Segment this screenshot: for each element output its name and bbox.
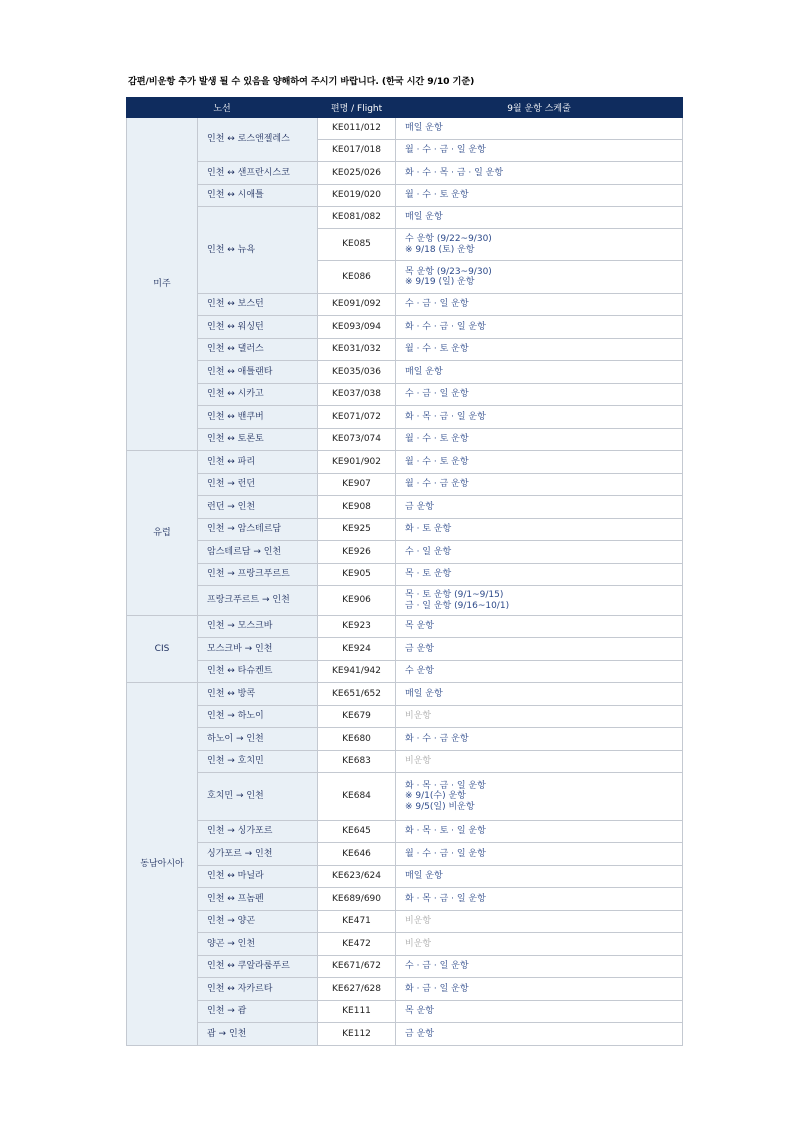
schedule-line: 매일 운항 [405, 688, 443, 699]
route-cell: 인천 ↔ 보스턴 [198, 294, 318, 316]
schedule-cell [396, 933, 683, 956]
flight-number-cell: KE471 [318, 911, 396, 933]
table-row [127, 519, 683, 541]
table-row [127, 821, 683, 843]
table-row [127, 616, 683, 638]
schedule-cell [396, 564, 683, 586]
flight-number-cell: KE901/902 [318, 451, 396, 474]
flight-number-cell: KE646 [318, 843, 396, 866]
schedule-line: 매일 운항 [405, 212, 443, 223]
table-row [127, 162, 683, 185]
route-cell: 인천 ↔ 자카르타 [198, 978, 318, 1001]
schedule-line: 월 · 수 · 금 · 일 운항 [405, 145, 486, 156]
route-cell: 인천 ↔ 마닐라 [198, 866, 318, 888]
header-flight: 편명 / Flight [318, 98, 396, 118]
route-cell: 인천 ↔ 샌프란시스코 [198, 162, 318, 185]
route-cell: 인천 ↔ 토론토 [198, 429, 318, 451]
table-row [127, 496, 683, 519]
route-cell: 프랑크푸르트 → 인천 [198, 586, 318, 616]
schedule-line: 목 운항 [405, 1006, 434, 1017]
schedule-line: 화 · 수 · 목 · 금 · 일 운항 [405, 167, 504, 178]
route-cell: 런던 → 인천 [198, 496, 318, 519]
schedule-line: 월 · 수 · 금 운항 [405, 479, 469, 490]
schedule-cell [396, 162, 683, 185]
flight-number-cell: KE071/072 [318, 406, 396, 429]
route-cell: 인천 ↔ 프놈펜 [198, 888, 318, 911]
flight-number-cell: KE111 [318, 1001, 396, 1023]
flight-number-cell: KE085 [318, 229, 396, 261]
route-cell: 인천 ↔ 파리 [198, 451, 318, 474]
schedule-cell [396, 706, 683, 728]
schedule-cell [396, 1001, 683, 1023]
table-row [127, 683, 683, 706]
flight-number-cell: KE689/690 [318, 888, 396, 911]
route-cell: 인천 → 싱가포르 [198, 821, 318, 843]
flight-number-cell: KE925 [318, 519, 396, 541]
flight-number-cell: KE623/624 [318, 866, 396, 888]
flight-number-cell: KE651/652 [318, 683, 396, 706]
table-row [127, 661, 683, 683]
region-cell: 미주 [127, 118, 198, 451]
schedule-line: 월 · 수 · 금 · 일 운항 [405, 848, 486, 859]
flight-number-cell: KE907 [318, 474, 396, 496]
route-cell: 양곤 → 인천 [198, 933, 318, 956]
schedule-cell [396, 294, 683, 316]
table-header-row [127, 98, 683, 118]
flight-number-cell: KE906 [318, 586, 396, 616]
schedule-line: 비운항 [405, 916, 432, 927]
schedule-cell [396, 361, 683, 384]
notice-text: 감편/비운항 추가 발생 될 수 있음을 양해하여 주시기 바랍니다. (한국 시간 9/10 기준) [128, 76, 475, 87]
table-row [127, 956, 683, 978]
table-row [127, 586, 683, 616]
schedule-line: 수 운항 [405, 666, 434, 677]
schedule-cell [396, 429, 683, 451]
table-row [127, 978, 683, 1001]
schedule-cell [396, 316, 683, 339]
flight-number-cell: KE627/628 [318, 978, 396, 1001]
schedule-cell [396, 339, 683, 361]
schedule-cell [396, 911, 683, 933]
route-cell: 인천 → 런던 [198, 474, 318, 496]
schedule-line: 매일 운항 [405, 366, 443, 377]
flight-number-cell: KE472 [318, 933, 396, 956]
schedule-cell [396, 661, 683, 683]
route-cell: 암스테르담 → 인천 [198, 541, 318, 564]
schedule-line: 화 · 목 · 금 · 일 운항 [405, 893, 486, 904]
table-row [127, 564, 683, 586]
table-row [127, 1001, 683, 1023]
table-row [127, 866, 683, 888]
schedule-cell [396, 140, 683, 162]
route-cell: 인천 → 양곤 [198, 911, 318, 933]
flight-number-cell: KE093/094 [318, 316, 396, 339]
schedule-cell [396, 185, 683, 207]
flight-number-cell: KE037/038 [318, 384, 396, 406]
table-row [127, 933, 683, 956]
schedule-line: 화 · 금 · 일 운항 [405, 983, 469, 994]
header-schedule: 9월 운항 스케줄 [396, 98, 683, 118]
route-cell: 인천 ↔ 방콕 [198, 683, 318, 706]
flight-number-cell: KE073/074 [318, 429, 396, 451]
table-row [127, 1023, 683, 1046]
schedule-line: 비운항 [405, 938, 432, 949]
table-row [127, 451, 683, 474]
schedule-cell [396, 519, 683, 541]
schedule-line: 매일 운항 [405, 123, 443, 134]
schedule-line: 금 운항 [405, 1028, 434, 1039]
flight-number-cell: KE025/026 [318, 162, 396, 185]
schedule-cell [396, 751, 683, 773]
schedule-cell [396, 683, 683, 706]
schedule-cell [396, 496, 683, 519]
flight-number-cell: KE086 [318, 261, 396, 294]
flight-number-cell: KE926 [318, 541, 396, 564]
schedule-line: ※ 9/19 (일) 운항 [405, 277, 475, 287]
schedule-line: 목 운항 (9/23~9/30) [405, 266, 492, 277]
schedule-line: 화 · 수 · 금 운항 [405, 733, 469, 744]
header-route: 노선 [127, 98, 318, 118]
schedule-line: ※ 9/1(수) 운항 [405, 791, 466, 802]
schedule-cell [396, 956, 683, 978]
route-cell: 인천 ↔ 밴쿠버 [198, 406, 318, 429]
schedule-cell [396, 261, 683, 294]
schedule-cell [396, 888, 683, 911]
route-cell: 인천 ↔ 댈러스 [198, 339, 318, 361]
route-cell: 인천 → 호치민 [198, 751, 318, 773]
schedule-line: 목 · 토 운항 (9/1~9/15) [405, 590, 504, 600]
table-row [127, 118, 683, 140]
schedule-line: 수 · 금 · 일 운항 [405, 299, 469, 310]
flight-number-cell: KE684 [318, 773, 396, 821]
schedule-line: 금 · 일 운항 (9/16~10/1) [405, 600, 510, 611]
route-cell: 인천 ↔ 로스앤젤레스 [198, 118, 318, 162]
flight-number-cell: KE091/092 [318, 294, 396, 316]
flight-number-cell: KE924 [318, 638, 396, 661]
table-row [127, 339, 683, 361]
schedule-line: 월 · 수 · 토 운항 [405, 456, 469, 467]
schedule-line: ※ 9/5(일) 비운항 [405, 801, 475, 812]
route-cell: 인천 ↔ 타슈켄트 [198, 661, 318, 683]
flight-number-cell: KE031/032 [318, 339, 396, 361]
schedule-cell [396, 541, 683, 564]
route-cell: 하노이 → 인천 [198, 728, 318, 751]
table-row [127, 361, 683, 384]
table-row [127, 888, 683, 911]
route-cell: 싱가포르 → 인천 [198, 843, 318, 866]
schedule-line: 수 · 금 · 일 운항 [405, 961, 469, 972]
route-cell: 인천 → 암스테르담 [198, 519, 318, 541]
flight-number-cell: KE035/036 [318, 361, 396, 384]
route-cell: 호치민 → 인천 [198, 773, 318, 821]
table-row [127, 728, 683, 751]
schedule-line: 목 운항 [405, 621, 434, 632]
route-cell: 괌 → 인천 [198, 1023, 318, 1046]
schedule-cell [396, 821, 683, 843]
flight-number-cell: KE908 [318, 496, 396, 519]
table-row [127, 541, 683, 564]
schedule-line: 금 운항 [405, 643, 434, 654]
schedule-line: 비운항 [405, 756, 432, 767]
table-row [127, 751, 683, 773]
flight-number-cell: KE680 [318, 728, 396, 751]
schedule-cell [396, 1023, 683, 1046]
table-row [127, 384, 683, 406]
schedule-cell [396, 616, 683, 638]
schedule-line: 월 · 수 · 토 운항 [405, 190, 469, 201]
flight-number-cell: KE017/018 [318, 140, 396, 162]
route-cell: 인천 ↔ 쿠알라룸푸르 [198, 956, 318, 978]
flight-number-cell: KE923 [318, 616, 396, 638]
schedule-cell [396, 474, 683, 496]
table-row [127, 207, 683, 229]
schedule-cell [396, 586, 683, 616]
schedule-line: 비운항 [405, 711, 432, 722]
flight-number-cell: KE671/672 [318, 956, 396, 978]
flight-number-cell: KE011/012 [318, 118, 396, 140]
schedule-line: 수 · 금 · 일 운항 [405, 389, 469, 400]
route-cell: 인천 ↔ 시애틀 [198, 185, 318, 207]
schedule-cell [396, 406, 683, 429]
table-row [127, 474, 683, 496]
schedule-line: 화 · 목 · 금 · 일 운항 [405, 780, 486, 791]
table-row [127, 911, 683, 933]
schedule-cell [396, 384, 683, 406]
table-row [127, 638, 683, 661]
schedule-line: ※ 9/18 (토) 운항 [405, 244, 475, 255]
region-cell: 유럽 [127, 451, 198, 616]
schedule-line: 화 · 목 · 토 · 일 운항 [405, 826, 486, 837]
schedule-cell [396, 118, 683, 140]
schedule-cell [396, 773, 683, 821]
route-cell: 인천 ↔ 애틀랜타 [198, 361, 318, 384]
flight-number-cell: KE683 [318, 751, 396, 773]
route-cell: 인천 → 모스크바 [198, 616, 318, 638]
flight-number-cell: KE941/942 [318, 661, 396, 683]
table-row [127, 706, 683, 728]
schedule-line: 수 · 일 운항 [405, 546, 452, 557]
schedule-cell [396, 451, 683, 474]
schedule-line: 목 · 토 운항 [405, 569, 452, 580]
route-cell: 인천 → 괌 [198, 1001, 318, 1023]
flight-number-cell: KE679 [318, 706, 396, 728]
flight-number-cell: KE905 [318, 564, 396, 586]
schedule-cell [396, 207, 683, 229]
schedule-cell [396, 843, 683, 866]
table-row [127, 773, 683, 821]
schedule-cell [396, 728, 683, 751]
schedule-line: 화 · 토 운항 [405, 524, 452, 535]
schedule-line: 수 운항 (9/22~9/30) [405, 234, 492, 244]
region-cell: CIS [127, 616, 198, 683]
schedule-line: 월 · 수 · 토 운항 [405, 344, 469, 355]
region-cell: 동남아시아 [127, 683, 198, 1046]
table-row [127, 406, 683, 429]
table-row [127, 429, 683, 451]
route-cell: 모스크바 → 인천 [198, 638, 318, 661]
flight-number-cell: KE081/082 [318, 207, 396, 229]
schedule-line: 화 · 목 · 금 · 일 운항 [405, 411, 486, 422]
schedule-line: 금 운항 [405, 501, 434, 512]
schedule-line: 화 · 수 · 금 · 일 운항 [405, 321, 486, 332]
schedule-cell [396, 638, 683, 661]
flight-number-cell: KE645 [318, 821, 396, 843]
route-cell: 인천 ↔ 워싱턴 [198, 316, 318, 339]
table-row [127, 843, 683, 866]
table-row [127, 316, 683, 339]
flight-schedule-table [126, 97, 683, 1046]
schedule-line: 월 · 수 · 토 운항 [405, 434, 469, 445]
schedule-cell [396, 866, 683, 888]
schedule-cell [396, 229, 683, 261]
flight-number-cell: KE019/020 [318, 185, 396, 207]
route-cell: 인천 ↔ 뉴욕 [198, 207, 318, 294]
table-row [127, 294, 683, 316]
route-cell: 인천 → 하노이 [198, 706, 318, 728]
route-cell: 인천 ↔ 시카고 [198, 384, 318, 406]
route-cell: 인천 → 프랑크푸르트 [198, 564, 318, 586]
flight-number-cell: KE112 [318, 1023, 396, 1046]
schedule-line: 매일 운항 [405, 871, 443, 882]
schedule-cell [396, 978, 683, 1001]
table-row [127, 185, 683, 207]
